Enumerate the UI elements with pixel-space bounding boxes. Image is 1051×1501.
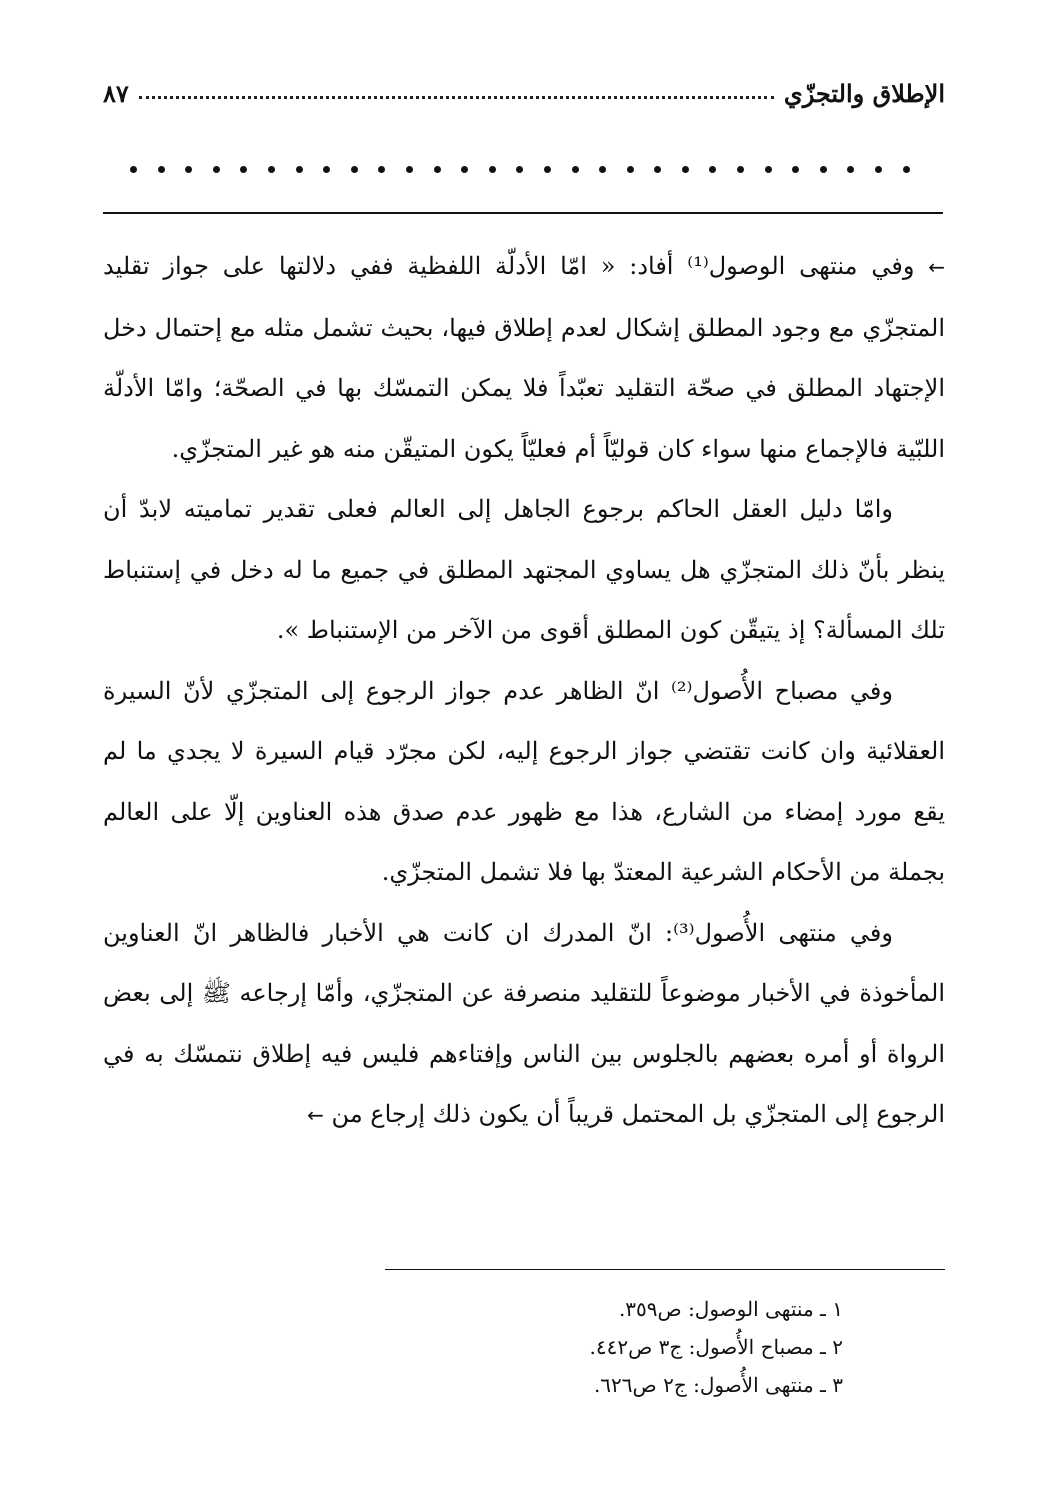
paragraph-2: [103, 479, 945, 661]
separator-dot: [268, 166, 275, 173]
footnotes: [343, 1290, 843, 1404]
separator-dot: [406, 166, 413, 173]
footnote-rule: [385, 1269, 945, 1270]
separator-dot: [461, 166, 468, 173]
separator-dot: [875, 166, 882, 173]
paragraph-text: وامّا دليل العقل الحاكم برجوع الجاهل إلى العالم فعلى تقدير تماميته لابدّ أن ينظر بأنّ ذلك المتجزّي هل يساوي المجتهد المطلق في جميع ما له دخل في إستنباط تلك المسألة؟ إذ يتيقّن كون المطلق أقوى من الآخر من الإستنباط ».: [103, 495, 945, 644]
paragraph-4: [103, 903, 945, 1146]
header-leader-dots: [139, 96, 774, 99]
separator-dot: [572, 166, 579, 173]
footnote-3: ٣ ـ منتهى الأُصول: ج٢ ص٦٢٦.: [593, 1373, 843, 1397]
footnote-1: ١ ـ منتهى الوصول: ص٣٥٩.: [618, 1297, 843, 1321]
separator-dot: [434, 166, 441, 173]
paragraph-1: [103, 236, 945, 479]
body-text: [103, 236, 945, 1146]
separator-dot: [737, 166, 744, 173]
paragraph-text: وفي منتهى الوصول⁽¹⁾ أفاد: « امّا الأدلّة اللفظية ففي دلالتها على جواز تقليد المتجزّي مع وجود المطلق إشكال لعدم إطلاق فيها، بحيث تشمل مثله مع إحتمال دخل الإجتهاد المطلق في صحّة التقليد تعبّداً فلا يمكن التمسّك بها في الصحّة؛ وامّا الأدلّة اللبّية فالإجماع منها سواء كان قوليّاً أم فعليّاً يكون المتيقّن منه هو غير المتجزّي.: [103, 252, 945, 463]
separator-dot: [903, 166, 910, 173]
separator-dot: [323, 166, 330, 173]
footnote-2: ٢ ـ مصباح الأُصول: ج٣ ص٤٤٢.: [589, 1335, 843, 1359]
paragraph-text: وفي مصباح الأُصول⁽²⁾ انّ الظاهر عدم جواز الرجوع إلى المتجزّي لأنّ السيرة العقلائية وان كانت تقتضي جواز الرجوع إليه، لكن مجرّد قيام السيرة لا يجدي ما لم يقع مورد إمضاء من الشارع، هذا مع ظهور عدم صدق هذه العناوين إلّا على العالم بجملة من الأحكام الشرعية المعتدّ بها فلا تشمل المتجزّي.: [103, 676, 946, 886]
separator-dot: [158, 166, 165, 173]
header-title: الإطلاق والتجزّي: [783, 79, 945, 108]
separator-dot: [765, 166, 772, 173]
separator-dot: [709, 166, 716, 173]
continuation-arrow-icon: ←: [307, 1103, 324, 1127]
separator-dot: [516, 166, 523, 173]
paragraph-3: [103, 661, 945, 903]
continuation-arrow-icon: ←: [928, 255, 945, 279]
separator-dot: [599, 166, 606, 173]
separator-dot: [213, 166, 220, 173]
separator-dot: [296, 166, 303, 173]
header-rule: [103, 212, 943, 214]
separator-dot: [792, 166, 799, 173]
separator-dot: [351, 166, 358, 173]
separator-dot: [489, 166, 496, 173]
separator-dot: [240, 166, 247, 173]
separator-dot: [378, 166, 385, 173]
dot-separator: [130, 166, 910, 173]
separator-dot: [627, 166, 634, 173]
separator-dot: [544, 166, 551, 173]
paragraph-text: وفي منتهى الأُصول⁽³⁾: انّ المدرك ان كانت هي الأخبار فالظاهر انّ العناوين المأخوذة في الأخبار موضوعاً للتقليد منصرفة عن المتجزّي، وأمّا إرجاعه ﷺ إلى بعض الرواة أو أمره بعضهم بالجلوس بين الناس وإفتاءهم فليس فيه إطلاق نتمسّك به في الرجوع إلى المتجزّي بل المحتمل قريباً أن يكون ذلك إرجاع من: [103, 918, 945, 1128]
separator-dot: [847, 166, 854, 173]
running-header: [103, 68, 945, 108]
separator-dot: [185, 166, 192, 173]
page-number: ٨٧: [103, 79, 129, 108]
separator-dot: [820, 166, 827, 173]
separator-dot: [682, 166, 689, 173]
separator-dot: [654, 166, 661, 173]
separator-dot: [130, 166, 137, 173]
